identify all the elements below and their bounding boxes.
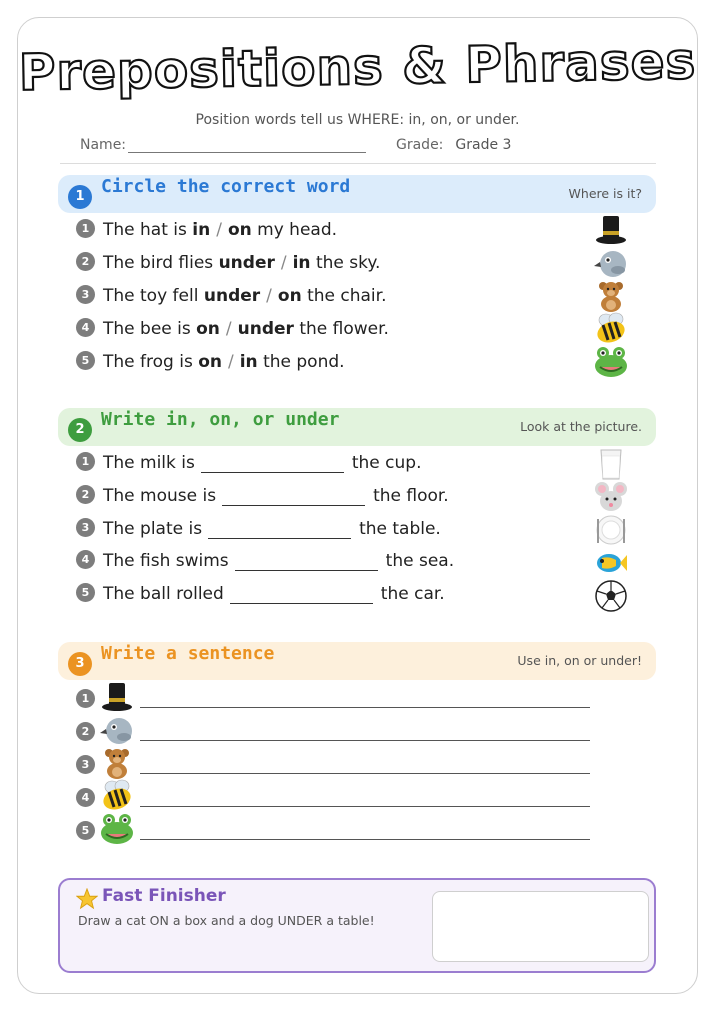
circle-item <box>76 286 387 312</box>
answer-blank[interactable] <box>222 489 365 506</box>
item-number: 4 <box>76 788 95 807</box>
sentence-item <box>76 789 103 809</box>
option-b[interactable]: in <box>292 253 311 273</box>
option-b[interactable]: on <box>277 286 302 306</box>
header-divider <box>60 163 656 164</box>
answer-blank[interactable] <box>230 587 373 604</box>
fast-finisher-box <box>58 878 656 973</box>
sentence-line[interactable] <box>140 740 590 741</box>
option-separator: / <box>266 286 272 306</box>
section-2-title: Write in, on, or under <box>101 409 340 430</box>
bird-icon <box>100 713 134 747</box>
option-separator: / <box>228 352 234 372</box>
answer-blank[interactable] <box>208 522 351 539</box>
bee-icon <box>100 779 134 813</box>
sentence-line[interactable] <box>140 806 590 807</box>
circle-item <box>76 352 345 378</box>
teddy-bear-icon <box>594 279 628 313</box>
grade-label: Grade: <box>396 137 444 153</box>
fill-item <box>76 519 441 545</box>
section-3-hint: Use in, on or under! <box>517 653 642 668</box>
section-2-hint: Look at the picture. <box>520 419 642 434</box>
sentence-item <box>76 756 103 776</box>
item-text-pre: The bee is <box>103 319 197 339</box>
option-a[interactable]: under <box>218 253 275 273</box>
name-row <box>80 137 366 153</box>
item-number: 1 <box>76 219 95 238</box>
fast-finisher-text: Draw a cat ON a box and a dog UNDER a table! <box>78 913 375 928</box>
item-number: 2 <box>76 722 95 741</box>
bee-icon <box>594 312 628 346</box>
section-2-header <box>58 408 656 446</box>
item-text-post: the table. <box>359 519 441 539</box>
answer-blank[interactable] <box>201 456 344 473</box>
section-1-number: 1 <box>68 185 92 209</box>
section-3-header <box>58 642 656 680</box>
grade-row <box>396 137 511 153</box>
sentence-item <box>76 690 103 710</box>
option-a[interactable]: on <box>196 319 220 339</box>
item-text-post: the sea. <box>385 551 455 571</box>
section-2-number: 2 <box>68 418 92 442</box>
section-3-number: 3 <box>68 652 92 676</box>
item-text-pre: The hat is <box>103 220 193 240</box>
plate-icon <box>594 513 628 547</box>
item-text-pre: The bird flies <box>103 253 219 273</box>
item-text-pre: The fish swims <box>103 551 229 571</box>
item-number: 2 <box>76 485 95 504</box>
item-text-pre: The plate is <box>103 519 203 539</box>
item-text-pre: The toy fell <box>103 286 204 306</box>
item-number: 3 <box>76 518 95 537</box>
circle-item <box>76 253 380 279</box>
frog-icon <box>594 345 628 379</box>
top-hat-icon <box>100 680 134 714</box>
item-text-pre: The milk is <box>103 453 195 473</box>
page-subtitle: Position words tell us WHERE: in, on, or under. <box>195 112 520 128</box>
item-number: 4 <box>76 318 95 337</box>
circle-item <box>76 319 389 345</box>
section-1-header <box>58 175 656 213</box>
milk-glass-icon <box>594 447 628 481</box>
item-text-post: the floor. <box>373 486 449 506</box>
option-b[interactable]: on <box>227 220 252 240</box>
grade-value: Grade 3 <box>455 137 512 153</box>
option-a[interactable]: on <box>198 352 222 372</box>
sentence-line[interactable] <box>140 839 590 840</box>
item-text-pre: The frog is <box>103 352 199 372</box>
item-number: 1 <box>76 452 95 471</box>
item-number: 5 <box>76 583 95 602</box>
name-field[interactable] <box>128 139 366 153</box>
item-text-post: the car. <box>380 584 445 604</box>
fill-item <box>76 486 449 512</box>
option-b[interactable]: in <box>239 352 258 372</box>
drawing-area[interactable] <box>432 891 649 962</box>
option-separator: / <box>225 319 232 339</box>
sentence-line[interactable] <box>140 707 590 708</box>
circle-item <box>76 220 337 246</box>
option-separator: / <box>280 253 287 273</box>
item-text-post: the pond. <box>257 352 345 372</box>
sentence-item <box>76 822 103 842</box>
item-text-pre: The mouse is <box>103 486 217 506</box>
answer-blank[interactable] <box>235 554 378 571</box>
option-b[interactable]: under <box>237 319 294 339</box>
item-number: 4 <box>76 550 95 569</box>
sentence-line[interactable] <box>140 773 590 774</box>
item-text-post: the cup. <box>351 453 422 473</box>
bird-icon <box>594 246 628 280</box>
item-number: 2 <box>76 252 95 271</box>
item-text-pre: The ball rolled <box>103 584 224 604</box>
soccer-ball-icon <box>594 579 628 613</box>
item-text-post: the sky. <box>310 253 381 273</box>
item-text-post: my head. <box>251 220 338 240</box>
item-number: 1 <box>76 689 95 708</box>
option-a[interactable]: in <box>192 220 211 240</box>
sentence-item <box>76 723 103 743</box>
fish-icon <box>594 546 628 580</box>
item-number: 3 <box>76 285 95 304</box>
page-title: Prepositions & Phrases <box>18 32 697 102</box>
option-a[interactable]: under <box>203 286 261 306</box>
mouse-icon <box>594 480 628 514</box>
name-label: Name: <box>80 137 127 153</box>
section-1-title: Circle the correct word <box>101 176 351 197</box>
section-3-title: Write a sentence <box>101 643 275 664</box>
fast-finisher-title: Fast Finisher <box>102 886 226 906</box>
top-hat-icon <box>594 213 628 247</box>
item-number: 3 <box>76 755 95 774</box>
frog-icon <box>100 812 134 846</box>
fill-item <box>76 584 445 610</box>
section-1-hint: Where is it? <box>568 186 642 201</box>
option-separator: / <box>216 220 222 240</box>
fill-item <box>76 551 454 577</box>
fill-item <box>76 453 421 479</box>
teddy-bear-icon <box>100 746 134 780</box>
item-number: 5 <box>76 351 95 370</box>
item-number: 5 <box>76 821 95 840</box>
item-text-post: the flower. <box>293 319 389 339</box>
item-text-post: the chair. <box>301 286 387 306</box>
star-icon <box>76 888 98 910</box>
